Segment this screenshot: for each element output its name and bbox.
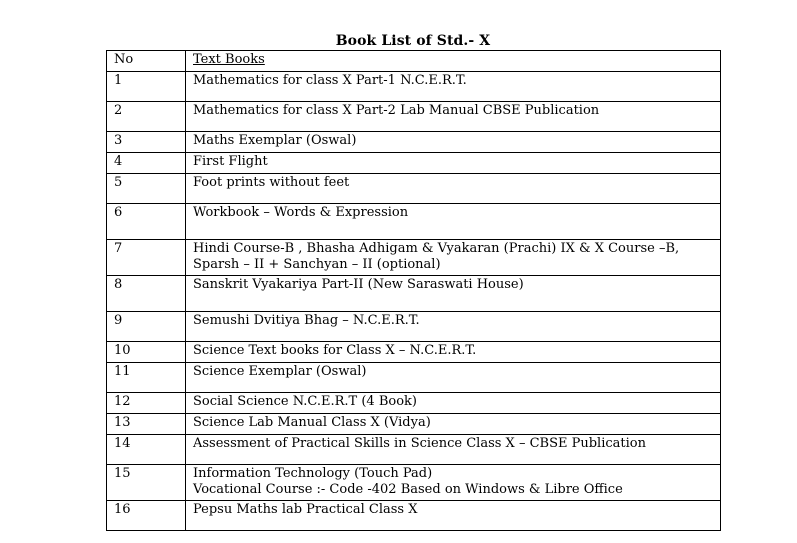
table-row <box>107 174 721 204</box>
book-title-line-1: Information Technology (Touch Pad) <box>193 466 433 481</box>
table-header-row <box>107 51 721 72</box>
row-number: 9 <box>107 312 186 342</box>
row-number: 12 <box>107 393 186 414</box>
book-title: Science Text books for Class X – N.C.E.R.T. <box>186 342 721 363</box>
book-title: Mathematics for class X Part-2 Lab Manual CBSE Publication <box>186 102 721 132</box>
book-title: Science Exemplar (Oswal) <box>186 363 721 393</box>
book-title: Social Science N.C.E.R.T (4 Book) <box>186 393 721 414</box>
book-title: Pepsu Maths lab Practical Class X <box>186 501 721 531</box>
book-title: Maths Exemplar (Oswal) <box>186 132 721 153</box>
row-number: 4 <box>107 153 186 174</box>
table-row <box>107 363 721 393</box>
header-no: No <box>107 51 186 72</box>
book-title: Sanskrit Vyakariya Part-II (New Saraswati House) <box>186 276 721 312</box>
book-title: Mathematics for class X Part-1 N.C.E.R.T. <box>186 72 721 102</box>
table-row <box>107 501 721 531</box>
table-row <box>107 132 721 153</box>
row-number: 7 <box>107 240 186 276</box>
row-number: 3 <box>107 132 186 153</box>
row-number: 10 <box>107 342 186 363</box>
table-row <box>107 153 721 174</box>
table-row <box>107 72 721 102</box>
table-row <box>107 414 721 435</box>
row-number: 8 <box>107 276 186 312</box>
book-title: Semushi Dvitiya Bhag – N.C.E.R.T. <box>186 312 721 342</box>
book-title <box>186 465 721 501</box>
book-title: Foot prints without feet <box>186 174 721 204</box>
table-row <box>107 276 721 312</box>
row-number: 1 <box>107 72 186 102</box>
book-title: First Flight <box>186 153 721 174</box>
table-row <box>107 204 721 240</box>
row-number: 5 <box>107 174 186 204</box>
row-number: 6 <box>107 204 186 240</box>
table-row <box>107 435 721 465</box>
book-list-table <box>106 50 721 531</box>
row-number: 11 <box>107 363 186 393</box>
table-row <box>107 465 721 501</box>
row-number: 15 <box>107 465 186 501</box>
row-number: 14 <box>107 435 186 465</box>
table-row <box>107 102 721 132</box>
row-number: 16 <box>107 501 186 531</box>
row-number: 13 <box>107 414 186 435</box>
book-title: Assessment of Practical Skills in Science Class X – CBSE Publication <box>186 435 721 465</box>
book-title: Science Lab Manual Class X (Vidya) <box>186 414 721 435</box>
table-row <box>107 393 721 414</box>
table-row <box>107 240 721 276</box>
row-number: 2 <box>107 102 186 132</box>
table-row <box>107 312 721 342</box>
book-title: Workbook – Words & Expression <box>186 204 721 240</box>
book-title: Hindi Course-B , Bhasha Adhigam & Vyakaran (Prachi) IX & X Course –B, Sparsh – II + Sanchyan – II (optional) <box>186 240 721 276</box>
header-text-books: Text Books <box>186 51 721 72</box>
book-title-line-2: Vocational Course :- Code -402 Based on Windows & Libre Office <box>193 482 623 497</box>
table-row <box>107 342 721 363</box>
page-title: Book List of Std.- X <box>335 33 491 49</box>
